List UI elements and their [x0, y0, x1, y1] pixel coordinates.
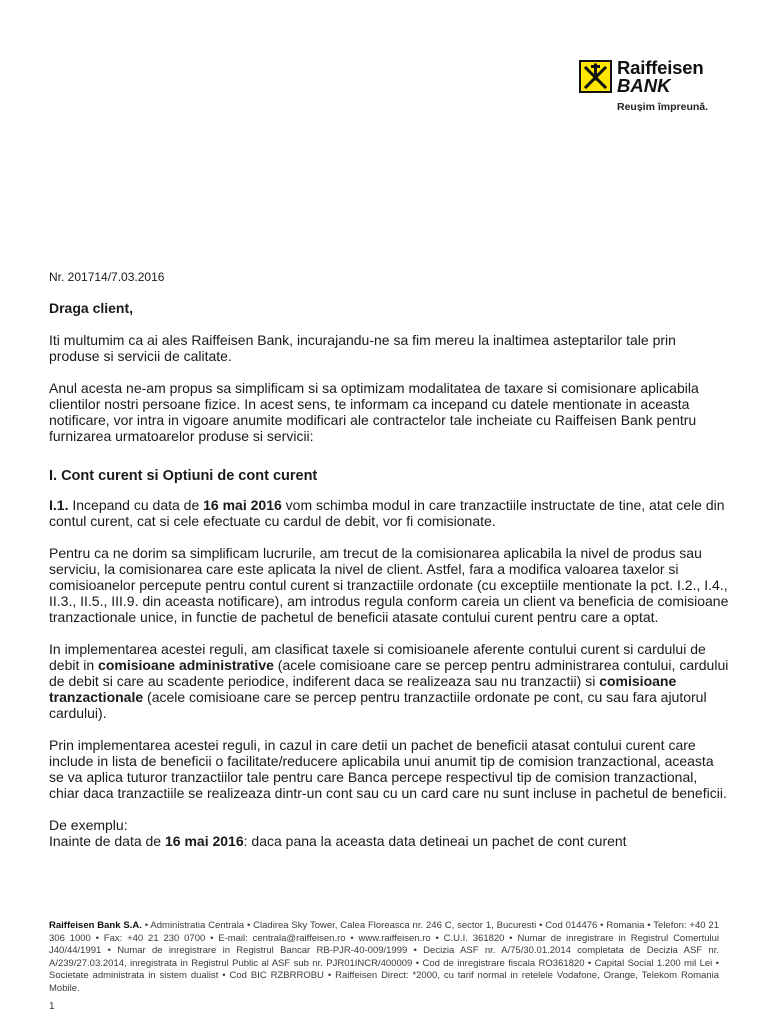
changes-paragraph: Anul acesta ne-am propus sa simplificam si sa optimizam modalitatea de taxare si comisionare aplicabila clientilor nostri persoane fizice. In acest sens, te informam ca incepand cu datele mentionate in aceasta notificare, vor intra in vigoare anumite modificari ale contractelor tale incheiate cu Raiffeisen Bank pentru furnizarea urmatoarelor produse si servicii:: [49, 380, 699, 444]
example-paragraph: [49, 833, 729, 849]
letter-body: [49, 270, 729, 849]
legal-footer: [49, 920, 719, 995]
classification-text-2: (acele comisioane care se percep pentru administrarea contului, cardului de debit si care au scadente periodice, indiferent daca se realizeaza sau nu tranzactii) si: [49, 657, 729, 689]
logo-slogan: Reușim împreună.: [617, 101, 709, 113]
simplification-paragraph: Pentru ca ne dorim sa simplificam lucrurile, am trecut de la comisionarea aplicabila la nivel de produs sau serviciu, la comisionarea care este aplicata la nivel de client. Astfel, fara a modifica valoarea taxelor si comisioanelor percepute pentru contul curent si tranzactiile ordonate (cu exceptiile mentionate la pct. I.2., I.4., II.3., II.5., III.9. din aceasta notificare), am introdus regula conform careia un client va beneficia de comisioane tranzactionale unice, in functie de pachetul de beneficii atasate contului curent pentru care a optat.: [49, 545, 729, 625]
example-text-2: : daca pana la aceasta data detineai un pachet de cont curent: [243, 833, 627, 849]
bank-logo: [579, 57, 719, 117]
clause-label: I.1.: [49, 497, 69, 513]
example-text-1: Inainte de data de: [49, 833, 165, 849]
classification-text-1: In implementarea acestei reguli, am clasificat taxele si comisioanele aferente contului curent si cardului de debit in: [49, 641, 706, 673]
intro-paragraph: Iti multumim ca ai ales Raiffeisen Bank, incurajandu-ne sa fim mereu la inaltimea asteptarilor tale prin produse si servicii de calitate.: [49, 332, 676, 364]
example-label: De exemplu:: [49, 817, 128, 833]
classification-text-3: (acele comisioane care se percep pentru tranzactiile ordonate pe cont, cu sau fara ajutorul cardului).: [49, 689, 707, 721]
page-number: 1: [49, 1001, 55, 1012]
example-date: 16 mai 2016: [165, 833, 244, 849]
footer-details: • Administratia Centrala • Cladirea Sky Tower, Calea Floreasca nr. 246 C, sector 1, Bucuresti • Cod 014476 • Romania • Telefon: +40 21 306 1000 • Fax: +40 21 230 0700 • E-mail: centrala@raiffeisen.ro • www.raiffeisen.ro • C.U.I. 361820 • Numar de inregistrare in Registrul Comertului J40/44/1991 • Numar de inregistrare in Registrul Bancar RB-PJR-40-009/1999 • Decizia ASF nr. A/75/30.01.2014 completata de Decizia ASF nr. A/239/27.03.2014, inregistrata in Registrul Public al ASF sub nr. PJR01INCR/400009 • Cod de inregistrare fiscala RO361820 • Capital Social 1.200 mil Lei • Societate administrata in sistem dualist • Cod BIC RZBRROBU • Raiffeisen Direct: *2000, cu tarif normal in retelele Vodafone, Orange, Telekom Romania Mobile.: [49, 920, 719, 994]
implementation-paragraph: Prin implementarea acestei reguli, in cazul in care detii un pachet de beneficii atasat contului curent care include in lista de beneficii o facilitate/reducere aplicabila unui anumit tip de comision tranzactional, aceasta se va aplica tuturor tranzactiilor tale pentru care Banca percepe respectivul tip de comision tranzactional, chiar daca tranzactiile se realizeaza dintr-un cont sau cu un card care nu sunt incluse in pachetul de beneficii.: [49, 737, 727, 801]
clause-text-1: Incepand cu data de: [68, 497, 204, 513]
effective-date: 16 mai 2016: [203, 497, 282, 513]
raiffeisen-logo-icon: [579, 60, 612, 93]
classification-paragraph: [49, 641, 729, 721]
greeting: Draga client,: [49, 300, 134, 316]
transactional-fees-term: comisioane tranzactionale: [49, 673, 677, 705]
reference-number: Nr. 201714/7.03.2016: [49, 270, 165, 284]
administrative-fees-term: comisioane administrative: [98, 657, 274, 673]
footer-company: Raiffeisen Bank S.A.: [49, 920, 142, 931]
logo-brand-bank: BANK: [617, 75, 671, 96]
logo-brand-name: Raiffeisen: [617, 57, 704, 78]
clause-text-2: vom schimba modul in care tranzactiile instructate de tine, atat cele din contul curent, cat si cele efectuate cu cardul de debit, vor fi comisionate.: [49, 497, 725, 529]
clause-1-1: [49, 497, 729, 529]
section-title: I. Cont curent si Optiuni de cont curent: [49, 468, 318, 484]
